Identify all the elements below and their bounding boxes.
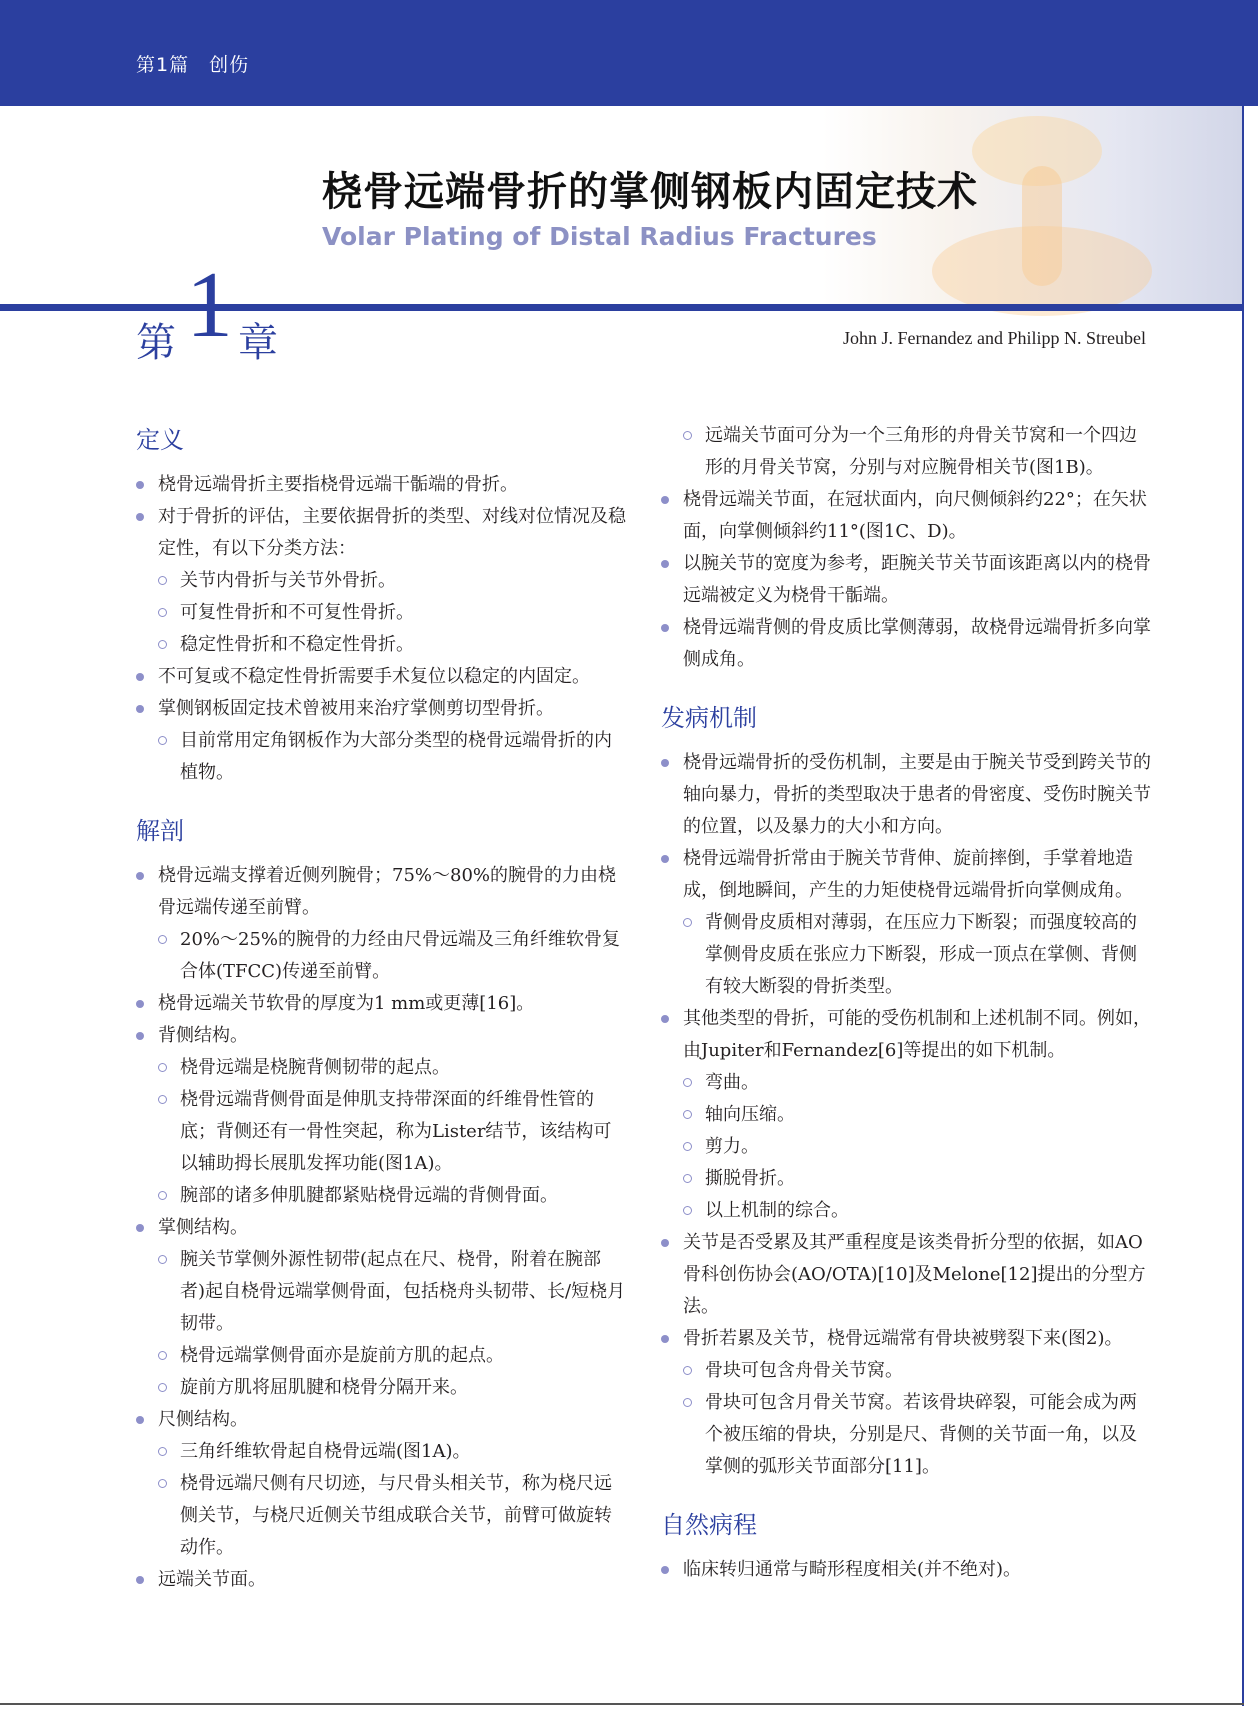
- sub-bullet-item: 轴向压缩。: [661, 1099, 1151, 1131]
- section-heading: 自然病程: [661, 1511, 757, 1539]
- bullet-item: 桡骨远端骨折常由于腕关节背伸、旋前摔倒，手掌着地造成，倒地瞬间，产生的力矩使桡骨远端骨折向掌侧成角。: [661, 843, 1151, 907]
- right-column: [661, 420, 1151, 1608]
- bullet-item: 桡骨远端背侧的骨皮质比掌侧薄弱，故桡骨远端骨折多向掌侧成角。: [661, 612, 1151, 676]
- sub-bullet-item: 三角纤维软骨起自桡骨远端(图1A)。: [136, 1436, 626, 1468]
- sub-bullet-item: 可复性骨折和不可复性骨折。: [136, 597, 626, 629]
- sub-bullet-item: 20%～25%的腕骨的力经由尺骨远端及三角纤维软骨复合体(TFCC)传递至前臂。: [136, 924, 626, 988]
- section: [661, 698, 1151, 1483]
- bullet-item: 骨折若累及关节，桡骨远端常有骨块被劈裂下来(图2)。: [661, 1323, 1151, 1355]
- bullet-list: [136, 469, 626, 789]
- sub-bullet-item: 关节内骨折与关节外骨折。: [136, 565, 626, 597]
- bullet-item: 背侧结构。: [136, 1020, 626, 1052]
- bullet-list: [661, 420, 1151, 676]
- chapter-header: 第 章 桡骨远端骨折的掌侧钢板内固定技术 Volar Plating of Distal Radius Fractures: [0, 106, 1242, 304]
- section: [661, 420, 1151, 676]
- section: [136, 811, 626, 1596]
- bullet-list: [661, 1554, 1151, 1586]
- sub-bullet-item: 骨块可包含月骨关节窝。若该骨块碎裂，可能会成为两个被压缩的骨块，分别是尺、背侧的关节面一角，以及掌侧的弧形关节面部分[11]。: [661, 1387, 1151, 1483]
- sub-bullet-item: 旋前方肌将屈肌腱和桡骨分隔开来。: [136, 1372, 626, 1404]
- bullet-item: 桡骨远端支撑着近侧列腕骨；75%～80%的腕骨的力由桡骨远端传递至前臂。: [136, 860, 626, 924]
- chapter-title-en: Volar Plating of Distal Radius Fractures: [322, 222, 877, 251]
- side-border: [1242, 106, 1244, 1706]
- sub-bullet-item: 桡骨远端是桡腕背侧韧带的起点。: [136, 1052, 626, 1084]
- sub-bullet-item: 桡骨远端尺侧有尺切迹，与尺骨头相关节，称为桡尺远侧关节，与桡尺近侧关节组成联合关节，前臂可做旋转动作。: [136, 1468, 626, 1564]
- bullet-item: 桡骨远端关节面，在冠状面内，向尺侧倾斜约22°；在矢状面，向掌侧倾斜约11°(图1C、D)。: [661, 484, 1151, 548]
- chapter-title-cn: 桡骨远端骨折的掌侧钢板内固定技术: [322, 169, 978, 215]
- sub-bullet-item: 剪力。: [661, 1131, 1151, 1163]
- sub-bullet-item: 骨块可包含舟骨关节窝。: [661, 1355, 1151, 1387]
- sub-bullet-item: 弯曲。: [661, 1067, 1151, 1099]
- bullet-item: 桡骨远端骨折主要指桡骨远端干骺端的骨折。: [136, 469, 626, 501]
- section-heading: 解剖: [136, 817, 184, 845]
- footer-divider: [0, 1703, 1244, 1705]
- bullet-item: 不可复或不稳定性骨折需要手术复位以稳定的内固定。: [136, 661, 626, 693]
- bullet-item: 远端关节面。: [136, 1564, 626, 1596]
- section-heading: 定义: [136, 426, 184, 454]
- bullet-list: [136, 860, 626, 1596]
- authors: John J. Fernandez and Philipp N. Streubel: [843, 328, 1146, 348]
- sub-bullet-item: 桡骨远端背侧骨面是伸肌支持带深面的纤维骨性管的底；背侧还有一骨性突起，称为Lister结节，该结构可以辅助拇长展肌发挥功能(图1A)。: [136, 1084, 626, 1180]
- sub-bullet-item: 撕脱骨折。: [661, 1163, 1151, 1195]
- bullet-item: 桡骨远端骨折的受伤机制，主要是由于腕关节受到跨关节的轴向暴力，骨折的类型取决于患者的骨密度、受伤时腕关节的位置，以及暴力的大小和方向。: [661, 747, 1151, 843]
- bullet-item: 以腕关节的宽度为参考，距腕关节关节面该距离以内的桡骨远端被定义为桡骨干骺端。: [661, 548, 1151, 612]
- sub-bullet-item: 背侧骨皮质相对薄弱，在压应力下断裂；而强度较高的掌侧骨皮质在张应力下断裂，形成一顶点在掌侧、背侧有较大断裂的骨折类型。: [661, 907, 1151, 1003]
- bullet-list: [661, 747, 1151, 1483]
- section: [136, 420, 626, 789]
- bullet-item: 对于骨折的评估，主要依据骨折的类型、对线对位情况及稳定性，有以下分类方法：: [136, 501, 626, 565]
- header-divider: [0, 304, 1244, 311]
- top-banner: [0, 0, 1258, 106]
- bullet-item: 掌侧钢板固定技术曾被用来治疗掌侧剪切型骨折。: [136, 693, 626, 725]
- bullet-item: 尺侧结构。: [136, 1404, 626, 1436]
- section-heading: 发病机制: [661, 704, 757, 732]
- bullet-item: 掌侧结构。: [136, 1212, 626, 1244]
- sub-bullet-item: 以上机制的综合。: [661, 1195, 1151, 1227]
- section: [661, 1505, 1151, 1586]
- sub-bullet-item: 稳定性骨折和不稳定性骨折。: [136, 629, 626, 661]
- bullet-item: 临床转归通常与畸形程度相关(并不绝对)。: [661, 1554, 1151, 1586]
- bullet-item: 其他类型的骨折，可能的受伤机制和上述机制不同。例如，由Jupiter和Fernandez[6]等提出的如下机制。: [661, 1003, 1151, 1067]
- sub-bullet-item: 目前常用定角钢板作为大部分类型的桡骨远端骨折的内植物。: [136, 725, 626, 789]
- sub-bullet-item: 桡骨远端掌侧骨面亦是旋前方肌的起点。: [136, 1340, 626, 1372]
- left-column: [136, 420, 626, 1618]
- sub-bullet-item: 腕部的诸多伸肌腱都紧贴桡骨远端的背侧骨面。: [136, 1180, 626, 1212]
- bullet-item: 关节是否受累及其严重程度是该类骨折分型的依据，如AO骨科创伤协会(AO/OTA)[10]及Melone[12]提出的分型方法。: [661, 1227, 1151, 1323]
- sub-bullet-item: 远端关节面可分为一个三角形的舟骨关节窝和一个四边形的月骨关节窝，分别与对应腕骨相关节(图1B)。: [661, 420, 1151, 484]
- sub-bullet-item: 腕关节掌侧外源性韧带(起点在尺、桡骨，附着在腕部者)起自桡骨远端掌侧骨面，包括桡舟头韧带、长/短桡月韧带。: [136, 1244, 626, 1340]
- bullet-item: 桡骨远端关节软骨的厚度为1 mm或更薄[16]。: [136, 988, 626, 1020]
- part-label: 第1篇 创伤: [136, 54, 250, 76]
